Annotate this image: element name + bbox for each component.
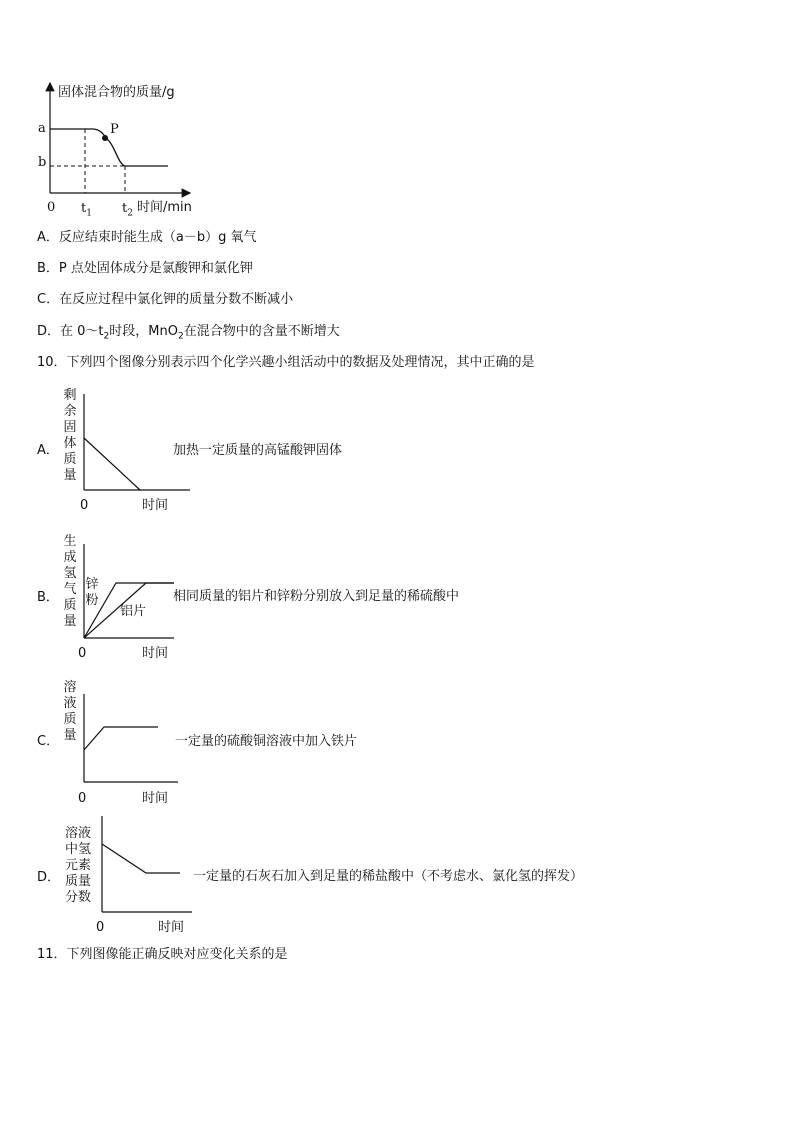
q10-a-line: [84, 438, 140, 490]
q9-t1-label: $t_1$: [81, 201, 92, 219]
q9-option-d: D．在 $0\sim t_2$时段，MnO$_2$在混合物中的含量不断增大: [37, 324, 340, 342]
q10-d-letter: D．: [37, 870, 61, 885]
q9-option-c: C．在反应过程中氯化钾的质量分数不断减小: [37, 292, 294, 307]
q9-point-p: [102, 135, 108, 141]
q9-curve: [50, 129, 168, 166]
q10-a-letter: A．: [37, 443, 59, 458]
q9-p-label: P: [110, 122, 119, 137]
q10-b-al-label: 铝片: [120, 604, 147, 619]
q10-c-desc: 一定量的硫酸铜溶液中加入铁片: [175, 734, 358, 749]
q10-a-ylabel: 剩余固体质量: [63, 388, 77, 483]
q10-b-zinc-label: 锌粉: [85, 577, 99, 608]
q10-d-xlabel: 时间: [158, 920, 185, 935]
q9-option-b: B．P 点处固体成分是氯酸钾和氯化钾: [37, 261, 253, 276]
q10-d-ylabel: 溶液中氢元素质量分数: [64, 826, 91, 905]
q10-d-origin: 0: [96, 920, 105, 935]
q10-c-ylabel: 溶液质量: [63, 680, 77, 743]
q10-c-line: [84, 727, 158, 750]
q9-origin: 0: [47, 200, 56, 215]
q10-d-desc: 一定量的石灰石加入到足量的稀盐酸中（不考虑水、氯化氢的挥发）: [193, 869, 584, 884]
q10-c-xlabel: 时间: [142, 791, 169, 806]
q10-c-graph: [78, 690, 183, 786]
q10-b-letter: B．: [37, 590, 59, 605]
q10-a-xlabel: 时间: [142, 498, 169, 513]
q10-c-letter: C．: [37, 734, 60, 749]
q10-d-graph: [96, 812, 196, 916]
q10-d-line: [102, 844, 180, 873]
q10-stem: 10．下列四个图像分别表示四个化学兴趣小组活动中的数据及处理情况，其中正确的是: [37, 355, 535, 370]
q10-b-origin: 0: [78, 646, 87, 661]
q10-b-ylabel: 生成氢气质量: [63, 534, 77, 629]
q9-xlabel: 时间/min: [137, 200, 192, 215]
q10-b-desc: 相同质量的铝片和锌粉分别放入到足量的稀硫酸中: [173, 589, 460, 604]
q9-a-label: a: [38, 121, 46, 136]
q9-b-label: b: [38, 155, 47, 170]
q10-b-xlabel: 时间: [142, 646, 169, 661]
q9-t2-label: $t_2$: [122, 201, 133, 219]
q10-a-desc: 加热一定质量的高锰酸钾固体: [173, 443, 343, 458]
q9-ylabel: 固体混合物的质量/g: [58, 85, 175, 100]
q10-c-origin: 0: [78, 791, 87, 806]
q11-stem: 11．下列图像能正确反映对应变化关系的是: [37, 947, 288, 962]
q9-option-a: A．反应结束时能生成（a－b）g 氧气: [37, 230, 257, 245]
q10-a-origin: 0: [80, 498, 89, 513]
